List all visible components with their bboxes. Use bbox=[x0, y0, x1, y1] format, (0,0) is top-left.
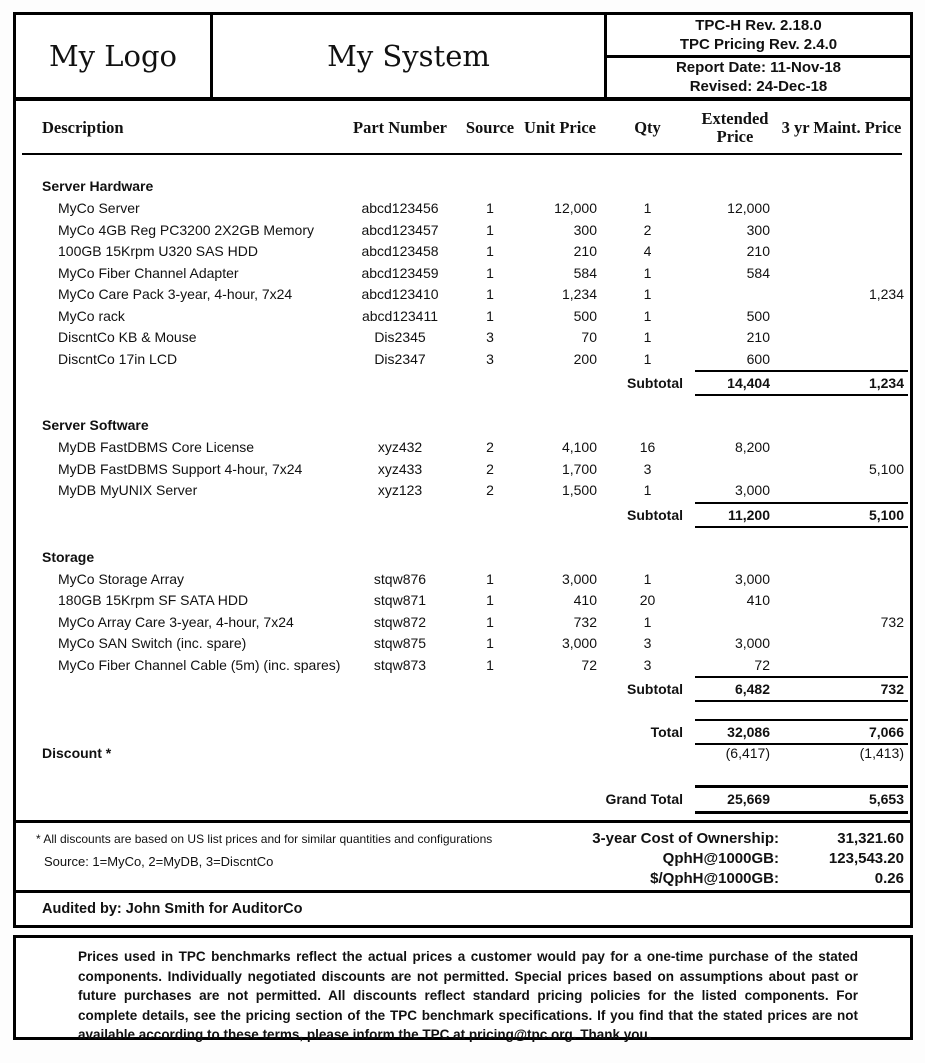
revision-info-box bbox=[607, 15, 910, 97]
item-source: 1 bbox=[486, 200, 494, 216]
subtotal-row bbox=[16, 370, 910, 394]
date-block bbox=[607, 58, 910, 98]
item-source: 1 bbox=[486, 307, 494, 324]
item-description: MyCo Storage Array bbox=[58, 570, 185, 587]
logo-text: My Logo bbox=[48, 39, 178, 73]
item-part-number: abcd123456 bbox=[361, 200, 439, 216]
item-source: 1 bbox=[486, 243, 494, 259]
section-title-text: Server Software bbox=[42, 417, 149, 434]
col-header-maint-price: 3 yr Maint. Price bbox=[781, 118, 902, 137]
source-footnote: Source: 1=MyCo, 2=MyDB, 3=DiscntCo bbox=[44, 854, 274, 869]
col-header-part-number: Part Number bbox=[353, 118, 447, 137]
item-unit-price: 200 bbox=[573, 350, 597, 367]
table-row bbox=[16, 306, 910, 328]
col-header-description: Description bbox=[42, 118, 124, 137]
item-unit-price: 70 bbox=[581, 329, 597, 345]
item-extended-price: 584 bbox=[746, 264, 770, 281]
revised-date: Revised: 24-Dec-18 bbox=[689, 78, 828, 96]
total-row bbox=[16, 719, 910, 743]
discount-extended-price: (6,417) bbox=[725, 745, 770, 762]
item-unit-price: 1,500 bbox=[561, 482, 597, 498]
item-qty: 1 bbox=[643, 307, 652, 324]
item-qty: 1 bbox=[643, 200, 652, 216]
revision-block bbox=[607, 15, 910, 58]
total-extended-price: 11,200 bbox=[695, 502, 775, 528]
tpc-disclaimer-text: Prices used in TPC benchmarks reflect the actual prices a customer would pay for a one-time purchase of the stated components. Individually negotiated discounts are not permitted. Special prices based on assumptions about past or future purchases are not permitted. All discounts reflect standard pricing policies for the listed components. For complete details, see the pricing section of the TPC benchmark specifications. If you find that the stated prices are not available according to these terms, please inform the TPC at pricing@tpc.org. Thank you. bbox=[78, 949, 858, 1042]
item-qty: 1 bbox=[643, 329, 652, 345]
item-qty: 3 bbox=[643, 460, 652, 477]
metric-cost-of-ownership bbox=[592, 829, 904, 849]
item-unit-price: 500 bbox=[573, 307, 597, 324]
item-description: MyCo Array Care 3-year, 4-hour, 7x24 bbox=[58, 613, 294, 630]
section-title-text: Server Hardware bbox=[42, 178, 154, 195]
table-row bbox=[16, 263, 910, 285]
item-unit-price: 732 bbox=[573, 613, 597, 630]
item-extended-price: 3,000 bbox=[734, 482, 770, 498]
item-part-number: stqw871 bbox=[373, 592, 427, 608]
pricing-table-body bbox=[16, 155, 910, 820]
item-qty: 1 bbox=[643, 570, 652, 587]
tpch-revision: TPC-H Rev. 2.18.0 bbox=[695, 16, 822, 34]
item-source: 2 bbox=[486, 439, 494, 455]
subtotal-row bbox=[16, 676, 910, 700]
metric-label: 3-year Cost of Ownership: bbox=[592, 830, 779, 847]
item-part-number: xyz432 bbox=[377, 439, 423, 455]
item-source: 3 bbox=[486, 329, 494, 345]
total-label: Total bbox=[650, 724, 683, 740]
col-header-unit-price: Unit Price bbox=[524, 118, 596, 137]
total-label: Grand Total bbox=[605, 791, 683, 807]
item-description: DiscntCo KB & Mouse bbox=[58, 329, 197, 345]
item-qty: 3 bbox=[643, 656, 652, 673]
total-maint-price: 732 bbox=[775, 676, 908, 702]
item-description: MyDB FastDBMS Support 4-hour, 7x24 bbox=[58, 460, 303, 477]
item-description: MyCo 4GB Reg PC3200 2X2GB Memory bbox=[58, 221, 314, 238]
item-description: 180GB 15Krpm SF SATA HDD bbox=[58, 592, 249, 608]
item-extended-price: 3,000 bbox=[734, 570, 770, 587]
logo-box bbox=[16, 15, 213, 97]
item-part-number: abcd123458 bbox=[361, 243, 439, 259]
table-row bbox=[16, 284, 910, 306]
item-qty: 1 bbox=[643, 264, 652, 281]
item-maint-price: 1,234 bbox=[868, 286, 904, 302]
item-maint-price: 732 bbox=[880, 613, 904, 630]
item-part-number: abcd123411 bbox=[361, 307, 439, 324]
item-unit-price: 3,000 bbox=[561, 635, 597, 651]
discount-footnote: * All discounts are based on US list prices and for similar quantities and configurations bbox=[36, 832, 493, 846]
metric-label: $/QphH@1000GB: bbox=[650, 870, 779, 887]
item-source: 1 bbox=[486, 570, 494, 587]
total-label: Subtotal bbox=[627, 681, 683, 697]
col-header-source: Source bbox=[465, 118, 515, 137]
item-unit-price: 3,000 bbox=[561, 570, 597, 587]
item-extended-price: 210 bbox=[746, 243, 770, 259]
footnotes-and-metrics bbox=[16, 820, 910, 890]
table-row bbox=[16, 569, 910, 591]
pricing-document bbox=[13, 12, 913, 928]
total-extended-price: 6,482 bbox=[695, 676, 775, 702]
item-source: 1 bbox=[486, 592, 494, 608]
item-source: 2 bbox=[486, 482, 494, 498]
item-source: 3 bbox=[486, 350, 494, 367]
col-header-qty: Qty bbox=[634, 118, 661, 137]
total-label: Subtotal bbox=[627, 506, 683, 523]
table-row bbox=[16, 612, 910, 634]
item-source: 1 bbox=[486, 613, 494, 630]
item-unit-price: 300 bbox=[573, 221, 597, 238]
item-extended-price: 410 bbox=[746, 592, 770, 608]
item-qty: 2 bbox=[643, 221, 652, 238]
item-qty: 1 bbox=[643, 286, 652, 302]
table-row bbox=[16, 655, 910, 677]
item-part-number: xyz123 bbox=[377, 482, 423, 498]
item-part-number: stqw873 bbox=[373, 656, 427, 673]
subtotal-row bbox=[16, 502, 910, 526]
item-extended-price: 500 bbox=[746, 307, 770, 324]
item-qty: 16 bbox=[639, 439, 656, 455]
total-maint-price: 7,066 bbox=[775, 719, 908, 745]
item-qty: 1 bbox=[643, 482, 652, 498]
item-source: 1 bbox=[486, 221, 494, 238]
item-description: MyDB MyUNIX Server bbox=[58, 482, 198, 498]
item-extended-price: 12,000 bbox=[727, 200, 770, 216]
table-row bbox=[16, 349, 910, 371]
total-extended-price: 14,404 bbox=[695, 370, 775, 396]
item-unit-price: 1,700 bbox=[561, 460, 597, 477]
item-extended-price: 210 bbox=[746, 329, 770, 345]
discount-maint-price: (1,413) bbox=[859, 745, 904, 762]
table-row bbox=[16, 437, 910, 459]
item-qty: 20 bbox=[639, 592, 656, 608]
item-source: 2 bbox=[486, 460, 494, 477]
item-description: MyCo SAN Switch (inc. spare) bbox=[58, 635, 247, 651]
system-title bbox=[213, 15, 607, 97]
item-unit-price: 1,234 bbox=[561, 286, 597, 302]
total-extended-price: 25,669 bbox=[695, 785, 775, 814]
item-part-number: stqw876 bbox=[373, 570, 427, 587]
discount-row bbox=[16, 743, 910, 765]
table-row bbox=[16, 327, 910, 349]
metric-price-per-qphh bbox=[592, 869, 904, 889]
metric-value: 31,321.60 bbox=[837, 830, 904, 847]
item-qty: 4 bbox=[643, 243, 652, 259]
table-row bbox=[16, 241, 910, 263]
tpc-disclaimer-box bbox=[13, 935, 913, 1040]
item-source: 1 bbox=[486, 635, 494, 651]
section-title bbox=[16, 415, 910, 437]
item-part-number: Dis2347 bbox=[374, 350, 426, 367]
item-description: MyCo rack bbox=[58, 307, 125, 324]
item-extended-price: 600 bbox=[746, 350, 770, 367]
item-part-number: stqw872 bbox=[373, 613, 427, 630]
item-unit-price: 4,100 bbox=[561, 439, 597, 455]
item-qty: 3 bbox=[643, 635, 652, 651]
table-row bbox=[16, 459, 910, 481]
item-part-number: abcd123410 bbox=[361, 286, 439, 302]
total-maint-price: 5,653 bbox=[775, 785, 908, 814]
section-title bbox=[16, 176, 910, 198]
benchmark-metrics bbox=[592, 829, 904, 889]
total-maint-price: 1,234 bbox=[775, 370, 908, 396]
item-part-number: stqw875 bbox=[373, 635, 427, 651]
metric-value: 123,543.20 bbox=[828, 850, 904, 867]
item-description: 100GB 15Krpm U320 SAS HDD bbox=[58, 243, 258, 259]
col-header-extended-price: Extended Price bbox=[701, 109, 769, 146]
table-row bbox=[16, 480, 910, 502]
table-row bbox=[16, 198, 910, 220]
item-description: MyDB FastDBMS Core License bbox=[58, 439, 255, 455]
table-column-header-row bbox=[16, 101, 910, 155]
item-unit-price: 72 bbox=[581, 656, 597, 673]
document-header bbox=[16, 15, 910, 101]
item-extended-price: 3,000 bbox=[734, 635, 770, 651]
total-maint-price: 5,100 bbox=[775, 502, 908, 528]
system-title-text: My System bbox=[327, 39, 490, 73]
item-extended-price: 72 bbox=[754, 656, 770, 673]
audit-band bbox=[16, 890, 910, 925]
discount-label: Discount * bbox=[42, 745, 112, 762]
item-description: MyCo Server bbox=[58, 200, 140, 216]
metric-label: QphH@1000GB: bbox=[662, 850, 779, 867]
item-extended-price: 8,200 bbox=[734, 439, 770, 455]
item-unit-price: 584 bbox=[573, 264, 597, 281]
total-extended-price: 32,086 bbox=[695, 719, 775, 745]
table-row bbox=[16, 220, 910, 242]
tpc-pricing-revision: TPC Pricing Rev. 2.4.0 bbox=[679, 35, 838, 53]
item-description: MyCo Care Pack 3-year, 4-hour, 7x24 bbox=[58, 286, 293, 302]
metric-value: 0.26 bbox=[874, 870, 904, 887]
section-title-text: Storage bbox=[42, 548, 95, 565]
item-qty: 1 bbox=[643, 613, 652, 630]
item-unit-price: 410 bbox=[573, 592, 597, 608]
item-part-number: Dis2345 bbox=[374, 329, 426, 345]
item-unit-price: 12,000 bbox=[554, 200, 597, 216]
item-source: 1 bbox=[486, 286, 494, 302]
audited-by-text: Audited by: John Smith for AuditorCo bbox=[42, 901, 303, 917]
total-label: Subtotal bbox=[627, 375, 683, 391]
item-unit-price: 210 bbox=[573, 243, 597, 259]
metric-qphh bbox=[592, 849, 904, 869]
table-row bbox=[16, 633, 910, 655]
table-row bbox=[16, 590, 910, 612]
grand-total-row bbox=[16, 785, 910, 811]
item-source: 1 bbox=[486, 264, 494, 281]
item-part-number: abcd123457 bbox=[361, 221, 439, 238]
item-qty: 1 bbox=[643, 350, 652, 367]
item-part-number: abcd123459 bbox=[361, 264, 439, 281]
item-extended-price: 300 bbox=[746, 221, 770, 238]
item-source: 1 bbox=[486, 656, 494, 673]
item-description: MyCo Fiber Channel Cable (5m) (inc. spares) bbox=[58, 656, 341, 673]
item-maint-price: 5,100 bbox=[868, 460, 904, 477]
report-date: Report Date: 11-Nov-18 bbox=[675, 59, 842, 77]
item-description: MyCo Fiber Channel Adapter bbox=[58, 264, 239, 281]
section-title bbox=[16, 547, 910, 569]
item-description: DiscntCo 17in LCD bbox=[58, 350, 178, 367]
item-part-number: xyz433 bbox=[377, 460, 423, 477]
